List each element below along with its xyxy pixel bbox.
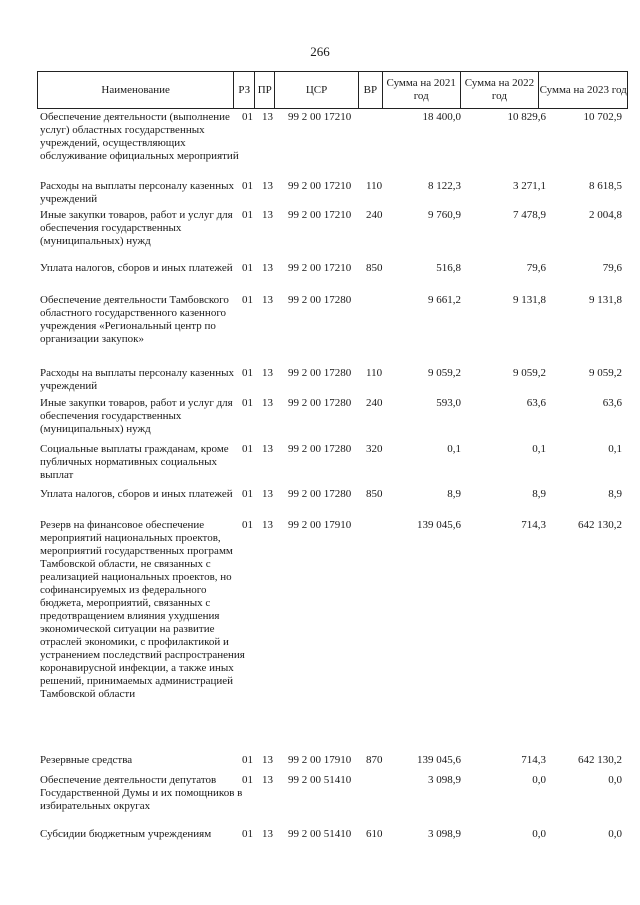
row-rz: 01	[242, 397, 253, 409]
row-sum-2021: 8 122,3	[428, 180, 461, 192]
row-sum-2022: 9 131,8	[513, 294, 546, 306]
row-rz: 01	[242, 488, 253, 500]
row-pr: 13	[262, 774, 273, 786]
row-pr: 13	[262, 262, 273, 274]
row-pr: 13	[262, 180, 273, 192]
row-rz: 01	[242, 828, 253, 840]
row-csr: 99 2 00 17280	[288, 488, 352, 500]
row-pr: 13	[262, 828, 273, 840]
row-rz: 01	[242, 774, 253, 786]
row-sum-2023: 2 004,8	[589, 209, 622, 221]
header-rz: РЗ	[234, 72, 255, 108]
row-sum-2022: 7 478,9	[513, 209, 546, 221]
row-csr: 99 2 00 17210	[288, 111, 352, 123]
row-sum-2023: 642 130,2	[578, 519, 622, 531]
row-rz: 01	[242, 443, 253, 455]
row-sum-2021: 0,1	[447, 443, 461, 455]
row-sum-2021: 516,8	[436, 262, 461, 274]
row-sum-2021: 8,9	[447, 488, 461, 500]
header-pr: ПР	[255, 72, 275, 108]
row-sum-2023: 63,6	[602, 397, 622, 409]
row-csr: 99 2 00 17280	[288, 443, 352, 455]
row-csr: 99 2 00 17280	[288, 294, 352, 306]
row-csr: 99 2 00 17910	[288, 519, 352, 531]
row-rz: 01	[242, 180, 253, 192]
row-sum-2023: 0,0	[608, 828, 622, 840]
row-sum-2021: 3 098,9	[428, 774, 461, 786]
row-sum-2023: 642 130,2	[578, 754, 622, 766]
header-name: Наименование	[38, 72, 234, 108]
row-sum-2023: 79,6	[602, 262, 622, 274]
row-sum-2021: 139 045,6	[417, 754, 461, 766]
row-rz: 01	[242, 294, 253, 306]
row-sum-2021: 139 045,6	[417, 519, 461, 531]
row-pr: 13	[262, 111, 273, 123]
row-sum-2021: 18 400,0	[422, 111, 461, 123]
row-vr: 110	[366, 367, 383, 379]
row-sum-2022: 3 271,1	[513, 180, 546, 192]
row-sum-2022: 79,6	[526, 262, 546, 274]
row-sum-2023: 0,1	[608, 443, 622, 455]
row-sum-2022: 714,3	[521, 754, 546, 766]
row-sum-2022: 8,9	[532, 488, 546, 500]
row-csr: 99 2 00 51410	[288, 828, 352, 840]
row-sum-2022: 0,0	[532, 828, 546, 840]
row-sum-2022: 10 829,6	[507, 111, 546, 123]
row-sum-2023: 9 059,2	[589, 367, 622, 379]
row-sum-2023: 0,0	[608, 774, 622, 786]
row-rz: 01	[242, 111, 253, 123]
row-csr: 99 2 00 17210	[288, 262, 352, 274]
row-csr: 99 2 00 17280	[288, 397, 352, 409]
row-vr: 870	[366, 754, 383, 766]
row-sum-2021: 9 661,2	[428, 294, 461, 306]
row-name: Субсидии бюджетным учреждениям	[40, 828, 212, 840]
row-sum-2023: 9 131,8	[589, 294, 622, 306]
row-name: Уплата налогов, сборов и иных платежей	[40, 262, 233, 274]
header-sum-2022: Сумма на 2022 год	[461, 72, 540, 108]
row-name: Обеспечение деятельности (выполнение услуг) областных государственных учреждений, осуществляющих обслуживание официальных мероприятий	[40, 111, 239, 162]
row-vr: 850	[366, 262, 383, 274]
row-rz: 01	[242, 754, 253, 766]
row-sum-2021: 9 059,2	[428, 367, 461, 379]
row-pr: 13	[262, 519, 273, 531]
row-rz: 01	[242, 367, 253, 379]
row-vr: 110	[366, 180, 383, 192]
row-csr: 99 2 00 17910	[288, 754, 352, 766]
row-name: Обеспечение деятельности депутатов Государственной Думы и их помощников в избирательных округах	[40, 774, 243, 812]
row-vr: 610	[366, 828, 383, 840]
row-sum-2021: 593,0	[436, 397, 461, 409]
row-name: Иные закупки товаров, работ и услуг для обеспечения государственных (муниципальных) нужд	[40, 209, 233, 247]
row-sum-2023: 10 702,9	[583, 111, 622, 123]
header-sum-2021: Сумма на 2021 год	[383, 72, 461, 108]
table-header	[37, 71, 628, 109]
row-pr: 13	[262, 294, 273, 306]
row-sum-2023: 8,9	[608, 488, 622, 500]
row-sum-2022: 0,1	[532, 443, 546, 455]
row-vr: 240	[366, 397, 383, 409]
row-sum-2021: 9 760,9	[428, 209, 461, 221]
row-csr: 99 2 00 17210	[288, 209, 352, 221]
row-name: Уплата налогов, сборов и иных платежей	[40, 488, 233, 500]
row-csr: 99 2 00 17210	[288, 180, 352, 192]
header-csr: ЦСР	[275, 72, 359, 108]
row-sum-2022: 714,3	[521, 519, 546, 531]
row-name: Расходы на выплаты персоналу казенных учреждений	[40, 367, 234, 392]
row-vr: 240	[366, 209, 383, 221]
row-vr: 850	[366, 488, 383, 500]
row-name: Резервные средства	[40, 754, 133, 766]
row-pr: 13	[262, 754, 273, 766]
row-vr: 320	[366, 443, 383, 455]
header-sum-2023: Сумма на 2023 год	[539, 83, 627, 96]
header-vr: ВР	[359, 72, 383, 108]
row-sum-2023: 8 618,5	[589, 180, 622, 192]
row-rz: 01	[242, 519, 253, 531]
page-number: 266	[310, 44, 330, 59]
row-name: Резерв на финансовое обеспечение мероприятий национальных проектов, мероприятий государственных программ Тамбовской области, не связанных с реализацией национальных проектов, но софинансируемых из федерального бюджета, мероприятий, связанных с предотвращением влияния ухудшения экономической ситуации на развитие отраслей экономики, с профилактикой и устранением последствий распространения коронавирусной инфекции, а также иных решений, принимаемых администрацией Тамбовской области	[40, 519, 245, 700]
row-name: Обеспечение деятельности Тамбовского областного государственного казенного учреждения «Региональный центр по организации закупок»	[40, 294, 229, 345]
row-rz: 01	[242, 209, 253, 221]
row-pr: 13	[262, 367, 273, 379]
row-pr: 13	[262, 488, 273, 500]
row-pr: 13	[262, 397, 273, 409]
row-csr: 99 2 00 51410	[288, 774, 352, 786]
row-name: Иные закупки товаров, работ и услуг для обеспечения государственных (муниципальных) нужд	[40, 397, 233, 435]
row-csr: 99 2 00 17280	[288, 367, 352, 379]
row-pr: 13	[262, 209, 273, 221]
row-sum-2022: 0,0	[532, 774, 546, 786]
row-sum-2021: 3 098,9	[428, 828, 461, 840]
row-sum-2022: 9 059,2	[513, 367, 546, 379]
row-name: Расходы на выплаты персоналу казенных учреждений	[40, 180, 234, 205]
row-sum-2022: 63,6	[526, 397, 546, 409]
row-rz: 01	[242, 262, 253, 274]
row-name: Социальные выплаты гражданам, кроме публичных нормативных социальных выплат	[40, 443, 229, 481]
row-pr: 13	[262, 443, 273, 455]
